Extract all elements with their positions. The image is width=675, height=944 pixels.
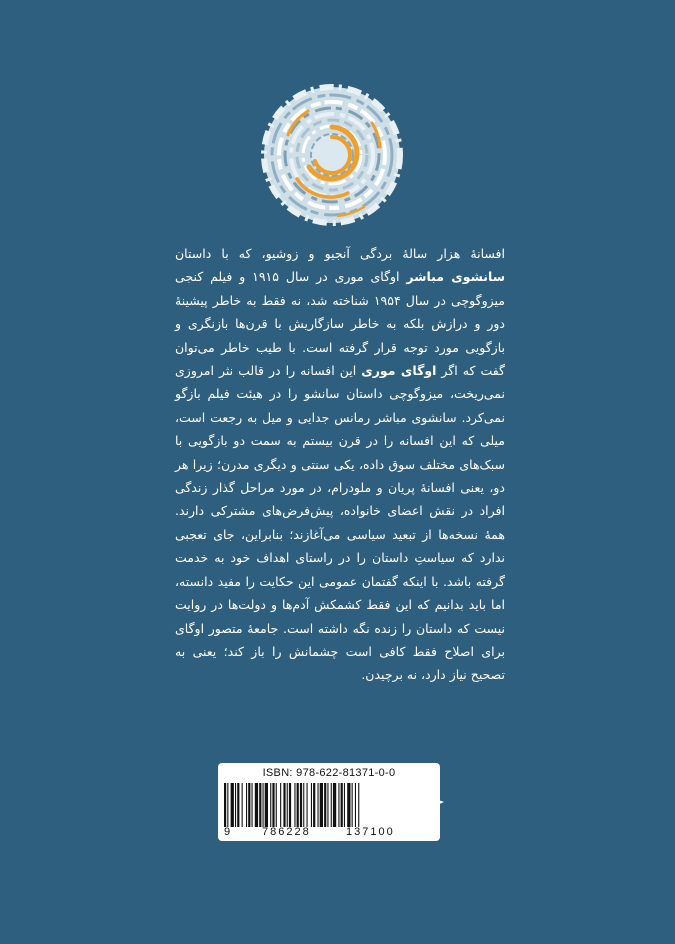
publisher-logo <box>382 762 454 842</box>
blurb-bold-title: سانشوی مباشر <box>406 269 505 285</box>
blurb-text-3: این افسانه را در قالب نثر امروزی نمی‌ریخت، میزوگوچی داستان سانشو را در هیئت فیلم بازگو نمی‌کرد. سانشوی مباشر رمانس جدایی و میل به رجعت است، میلی که این افسانه را در قرن بیستم به سمت دو بازگویی با سبک‌های مختلف سوق داده، یکی سنتی و دیگری مدرن؛ زیرا هر دو، یعنی افسانهٔ پریان و ملودرام، در مورد مراحل گذار زندگی افراد در نقش اعضای خانواده، پیش‌فرض‌های مشترکی دارند. همهٔ نسخه‌ها از تبعید سیاسی می‌آغازند؛ بنابراین، جای تعجبی ندارد که سیاستِ داستان را در راستای اهداف خود به خدمت گرفته باشد. با اینکه گفتمان عمومی این حکایت را مفید دانسته، اما باید بدانیم که این فقط کشمکش آدم‌ها و دولت‌ها در روایت نیست که داستان را زنده نگه داشته است. جامعهٔ متصور اوگای برای اصلاح فقط کافی است چشمانش را باز کند؛ یعنی به تصحیح نیاز دارد، نه برچیدن. <box>175 363 505 683</box>
back-cover-blurb <box>175 242 505 687</box>
blurb-bold-author: اوگای موری <box>361 363 437 379</box>
publisher-name: نشر رایبد <box>396 824 440 837</box>
isbn-label: ISBN: 978-622-81371-0-0 <box>262 767 396 779</box>
barcode-digit-first: 9 <box>224 826 231 838</box>
blurb-text-1: افسانهٔ هزار سالهٔ بردگی آنجیو و زوشیو، که با داستان <box>175 246 505 261</box>
publisher-logo-icon <box>382 762 454 824</box>
barcode-digits-right: 137100 <box>346 826 395 838</box>
blurb-paragraph <box>175 242 505 687</box>
blurb-text-2: اوگای موری در سال ۱۹۱۵ و فیلم کنجی میزوگوچی در سال ۱۹۵۴ شناخته شد، نه فقط به خاطر پیشینهٔ دور و درازش بلکه به خاطر سازگاریش با قرن‌ها بازنگری و بازگویی مورد توجه قرار گرفته است. با طیب خاطر می‌توان گفت که اگر <box>175 269 505 379</box>
swirl-emblem-icon <box>252 75 412 235</box>
barcode-digits-left: 786228 <box>262 826 311 838</box>
